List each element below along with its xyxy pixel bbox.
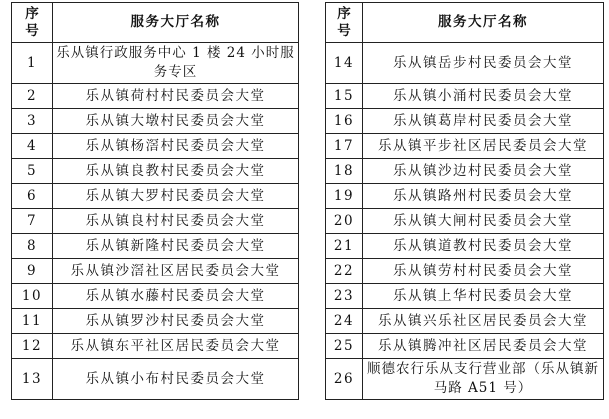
service-hall-table-right: [325, 2, 604, 400]
seq-header-line1: 序: [337, 5, 351, 22]
row-seq: 21: [326, 234, 363, 259]
row-name: 顺德农行乐从支行营业部（乐从镇新马路 A51 号）: [363, 359, 604, 400]
row-name: 乐从镇良教村民委员会大堂: [53, 159, 299, 184]
row-seq: 23: [326, 284, 363, 309]
table-row: [326, 334, 604, 359]
row-name: 乐从镇劳村村民委员会大堂: [363, 259, 604, 284]
row-seq: 18: [326, 159, 363, 184]
table-row: [326, 84, 604, 109]
row-seq: 25: [326, 334, 363, 359]
seq-header-line1: 序: [25, 5, 39, 22]
row-name: 乐从镇杨滘村民委员会大堂: [53, 134, 299, 159]
seq-header: [326, 3, 363, 43]
row-name: 乐从镇小涌村民委员会大堂: [363, 84, 604, 109]
row-seq: 24: [326, 309, 363, 334]
row-name: 乐从镇兴乐社区居民委员会大堂: [363, 309, 604, 334]
row-name: 乐从镇大罗村民委员会大堂: [53, 184, 299, 209]
table-row: [326, 184, 604, 209]
row-name: 乐从镇沙边村民委员会大堂: [363, 159, 604, 184]
row-name: 乐从镇大闸村民委员会大堂: [363, 209, 604, 234]
row-name: 乐从镇新隆村民委员会大堂: [53, 234, 299, 259]
table-row: [12, 334, 299, 359]
row-name: 乐从镇罗沙村民委员会大堂: [53, 309, 299, 334]
table-row: [12, 43, 299, 84]
row-name: 乐从镇良村村民委员会大堂: [53, 209, 299, 234]
seq-header-line2: 号: [337, 22, 351, 39]
row-seq: 1: [12, 43, 53, 84]
row-seq: 2: [12, 84, 53, 109]
row-name: 乐从镇小布村民委员会大堂: [53, 359, 299, 400]
row-seq: 17: [326, 134, 363, 159]
table-row: [326, 359, 604, 400]
table-row: [12, 134, 299, 159]
table-row: [12, 184, 299, 209]
row-seq: 12: [12, 334, 53, 359]
table-row: [326, 259, 604, 284]
row-name: 乐从镇水藤村民委员会大堂: [53, 284, 299, 309]
row-seq: 10: [12, 284, 53, 309]
table-row: [326, 159, 604, 184]
row-name: 乐从镇东平社区居民委员会大堂: [53, 334, 299, 359]
name-header: 服务大厅名称: [53, 3, 299, 43]
row-name: 乐从镇葛岸村民委员会大堂: [363, 109, 604, 134]
seq-header-line2: 号: [25, 22, 39, 39]
row-seq: 7: [12, 209, 53, 234]
row-name: 乐从镇腾冲社区居民委员会大堂: [363, 334, 604, 359]
row-name: 乐从镇岳步村民委员会大堂: [363, 43, 604, 84]
table-row: [12, 284, 299, 309]
row-name: 乐从镇沙滘社区居民委员会大堂: [53, 259, 299, 284]
header-row: [12, 3, 299, 43]
row-seq: 14: [326, 43, 363, 84]
table-row: [12, 209, 299, 234]
table-row: [326, 109, 604, 134]
table-row: [12, 359, 299, 400]
row-name: 乐从镇道教村民委员会大堂: [363, 234, 604, 259]
table-row: [12, 309, 299, 334]
table-row: [326, 209, 604, 234]
row-seq: 16: [326, 109, 363, 134]
row-seq: 22: [326, 259, 363, 284]
table-row: [12, 159, 299, 184]
row-seq: 8: [12, 234, 53, 259]
table-row: [12, 109, 299, 134]
row-seq: 6: [12, 184, 53, 209]
row-name: 乐从镇上华村民委员会大堂: [363, 284, 604, 309]
row-name: 乐从镇行政服务中心 1 楼 24 小时服务专区: [53, 43, 299, 84]
row-seq: 4: [12, 134, 53, 159]
row-name: 乐从镇路州村民委员会大堂: [363, 184, 604, 209]
name-header: 服务大厅名称: [363, 3, 604, 43]
table-row: [326, 234, 604, 259]
row-seq: 20: [326, 209, 363, 234]
row-name: 乐从镇平步社区居民委员会大堂: [363, 134, 604, 159]
table-row: [326, 309, 604, 334]
row-seq: 15: [326, 84, 363, 109]
service-hall-table-left: [11, 2, 299, 400]
row-seq: 26: [326, 359, 363, 400]
row-seq: 3: [12, 109, 53, 134]
row-seq: 19: [326, 184, 363, 209]
row-name: 乐从镇大墩村民委员会大堂: [53, 109, 299, 134]
table-row: [326, 43, 604, 84]
row-seq: 13: [12, 359, 53, 400]
header-row: [326, 3, 604, 43]
seq-header: [12, 3, 53, 43]
row-seq: 5: [12, 159, 53, 184]
table-row: [12, 259, 299, 284]
table-row: [12, 84, 299, 109]
table-row: [12, 234, 299, 259]
table-row: [326, 284, 604, 309]
row-name: 乐从镇荷村村民委员会大堂: [53, 84, 299, 109]
row-seq: 11: [12, 309, 53, 334]
table-row: [326, 134, 604, 159]
row-seq: 9: [12, 259, 53, 284]
